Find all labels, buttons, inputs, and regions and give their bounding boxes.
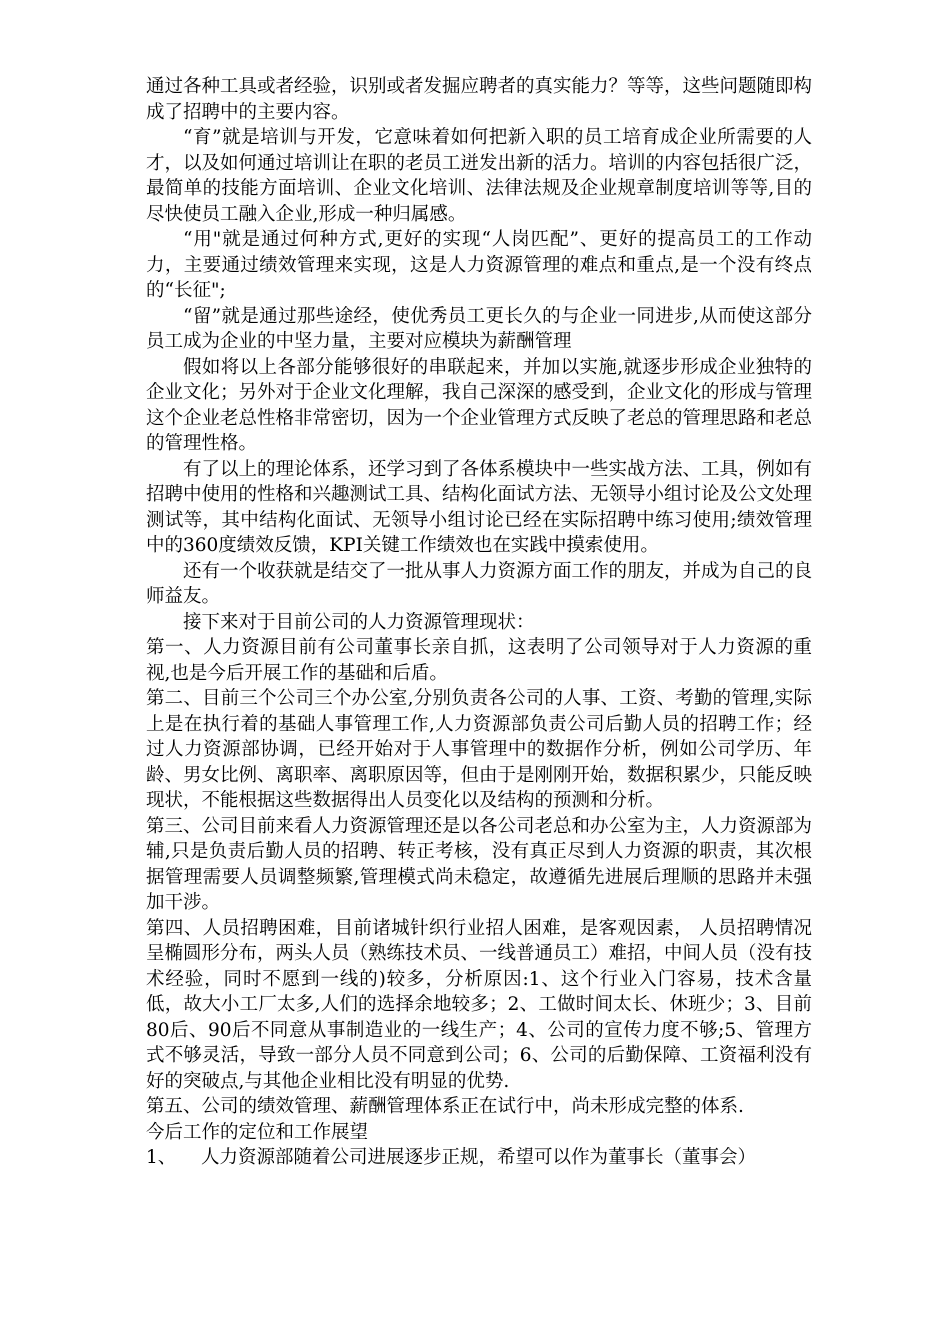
paragraph-8: 接下来对于目前公司的人力资源管理现状：	[183, 611, 535, 633]
paragraph-3: “用"就是通过何种方式,更好的实现“人岗匹配”、更好的提高员工的工作动力，主要通过绩效管理来实现，这是人力资源管理的难点和重点,是一个没有终点的“长征";	[146, 229, 812, 301]
paragraph-13: 第五、公司的绩效管理、薪酬管理体系正在试行中，尚未形成完整的体系.	[146, 1096, 744, 1117]
paragraph-11: 第三、公司目前来看人力资源管理还是以各公司老总和办公室为主，人力资源部为辅,只是负责后勤人员的招聘、转正考核，没有真正尽到人力资源的职责，其次根据管理需要人员调整频繁,管理模式尚未稳定，故遵循先进展后理顺的思路并未强加干涉。	[146, 815, 813, 913]
paragraph-9: 第一、人力资源目前有公司董事长亲自抓，这表明了公司领导对于人力资源的重视,也是今后开展工作的基础和后盾。	[146, 637, 812, 684]
paragraph-2: “育”就是培训与开发，它意味着如何把新入职的员工培育成企业所需要的人才，以及如何通过培训让在职的老员工迸发出新的活力。培训的内容包括很广泛，最简单的技能方面培训、企业文化培训、法律法规及企业规章制度培训等等,目的尽快使员工融入企业,形成一种归属感。	[146, 127, 813, 225]
list-item-text: 人力资源部随着公司进展逐步正规，希望可以作为董事长（董事会）	[201, 1147, 757, 1168]
paragraph-5: 假如将以上各部分能够很好的串联起来，并加以实施,就逐步形成企业独特的企业文化；另外对于企业文化理解，我自己深深的感受到，企业文化的形成与管理这个企业老总性格非常密切，因为一个企业管理方式反映了老总的管理思路和老总的管理性格。	[146, 356, 813, 454]
section-heading: 今后工作的定位和工作展望	[146, 1121, 369, 1143]
paragraph-12: 第四、人员招聘困难，目前诸城针织行业招人困难，是客观因素， 人员招聘情况呈椭圆形分布，两头人员（熟练技术员、一线普通员工）难招，中间人员（没有技术经验，同时不愿到一线的)较多，分析原因:1、这个行业入门容易，技术含量低，故大小工厂太多,人们的选择余地较多；2、工做时间太长、休班少；3、目前80后、90后不同意从事制造业的一线生产；4、公司的宣传力度不够;5、管理方式不够灵活，导致一部分人员不同意到公司；6、公司的后勤保障、工资福利没有好的突破点,与其他企业相比没有明显的优势.	[146, 917, 813, 1092]
paragraph-10: 第二、目前三个公司三个办公室,分别负责各公司的人事、工资、考勤的管理,实际上是在执行着的基础人事管理工作,人力资源部负责公司后勤人员的招聘工作；经过人力资源部协调，已经开始对于人事管理中的数据作分析，例如公司学历、年龄、男女比例、离职率、离职原因等，但由于是刚刚开始，数据积累少，只能反映现状，不能根据这些数据得出人员变化以及结构的预测和分析。	[146, 688, 813, 811]
list-item	[146, 1145, 812, 1171]
paragraph-7: 还有一个收获就是结交了一批从事人力资源方面工作的朋友，并成为自己的良师益友。	[146, 560, 813, 607]
list-item-number: 1、	[146, 1147, 177, 1168]
document-page	[146, 74, 812, 1171]
paragraph-1: 通过各种工具或者经验，识别或者发掘应聘者的真实能力？等等，这些问题随即构成了招聘中的主要内容。	[146, 76, 813, 123]
paragraph-4: “留”就是通过那些途经，使优秀员工更长久的与企业一同进步,从而使这部分员工成为企业的中坚力量，主要对应模块为薪酬管理	[146, 305, 812, 352]
paragraph-6: 有了以上的理论体系，还学习到了各体系模块中一些实战方法、工具，例如有招聘中使用的性格和兴趣测试工具、结构化面试方法、无领导小组讨论及公文处理测试等，其中结构化面试、无领导小组讨论已经在实际招聘中练习使用;绩效管理中的360度绩效反馈，KPI关键工作绩效也在实践中摸索使用。	[146, 458, 813, 556]
